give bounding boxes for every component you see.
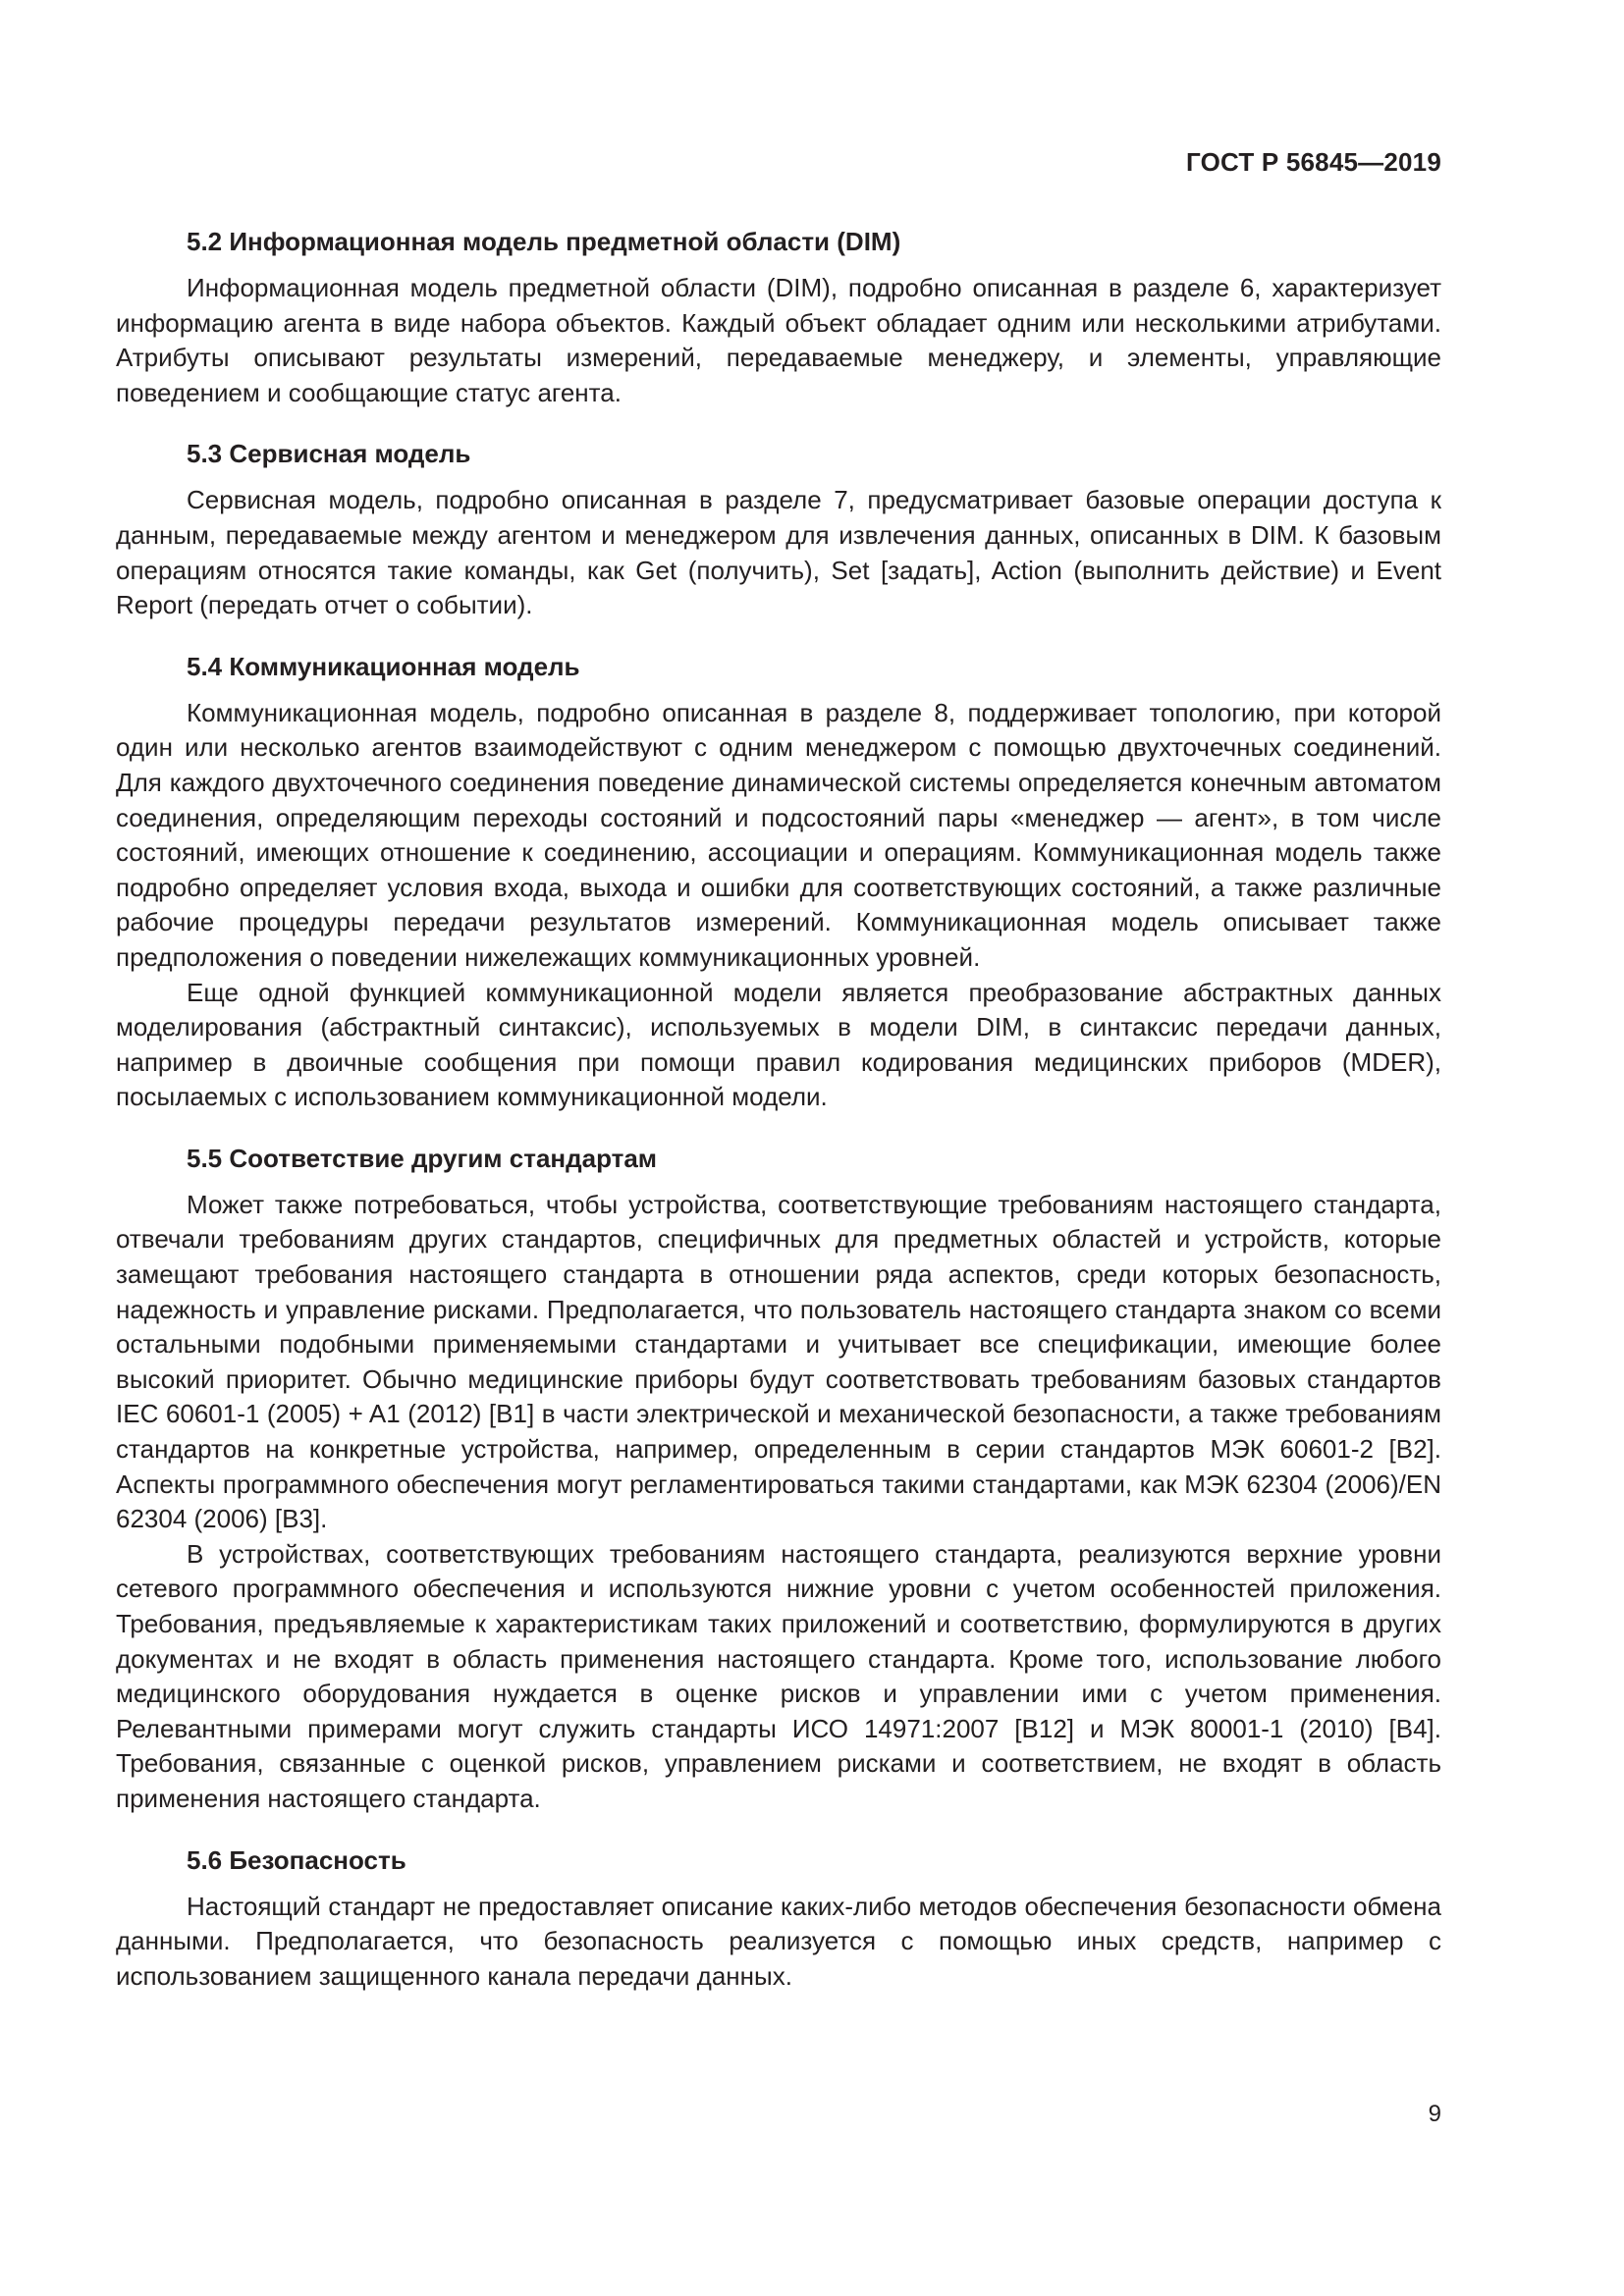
paragraph: Еще одной функцией коммуникационной модели является преобразование абстрактных данных моделирования (абстрактный синтаксис), используемых в модели DIM, в синтаксис передачи данных, например в двоичные сообщения при помощи правил кодирования медицинских приборов (MDER), посылаемых с использованием коммуникационной модели.	[116, 977, 1441, 1112]
paragraph: Коммуникационная модель, подробно описанная в разделе 8, поддерживает топологию, при которой один или несколько агентов взаимодействуют с одним менеджером с помощью двухточечных соединений. Для каждого двухточечного соединения поведение динамической системы определяется конечным автоматом соединения, определяющим переходы состояний и подсостояний пары «менеджер — агент», в том числе состояний, имеющих отношение к соединению, ассоциации и операциям. Коммуникационная модель также подробно определяет условия входа, выхода и ошибки для соответствующих состояний, а также различные рабочие процедуры передачи результатов измерений. Коммуникационная модель описывает также предположения о поведении нижележащих коммуникационных уровней.	[116, 697, 1441, 972]
page-content	[116, 224, 1441, 2019]
section-heading: 5.4 Коммуникационная модель	[187, 651, 580, 681]
document-id: ГОСТ Р 56845—2019	[1186, 147, 1441, 177]
section-heading: 5.5 Соответствие другим стандартам	[187, 1143, 658, 1173]
paragraph: Может также потребоваться, чтобы устройства, соответствующие требованиям настоящего стандарта, отвечали требованиям других стандартов, специфичных для предметных областей и устройств, которые замещают требования настоящего стандарта в отношении ряда аспектов, среди которых безопасность, надежность и управление рисками. Предполагается, что пользователь настоящего стандарта знаком со всеми остальными подобными применяемыми стандартами и учитывает все спецификации, имеющие более высокий приоритет. Обычно медицинские приборы будут соответствовать требованиям базовых стандартов IEC 60601-1 (2005) + A1 (2012) [B1] в части электрической и механической безопасности, а также требованиям стандартов на конкретные устройства, например, определенным в серии стандартов МЭК 60601-2 [B2]. Аспекты программного обеспечения могут регламентироваться такими стандартами, как МЭК 62304 (2006)/EN 62304 (2006) [B3].	[116, 1189, 1441, 1534]
section-heading: 5.2 Информационная модель предметной области (DIM)	[187, 227, 901, 256]
section-5-2	[116, 224, 1441, 410]
paragraph: В устройствах, соответствующих требованиям настоящего стандарта, реализуются верхние уровни сетевого программного обеспечения и используются нижние уровни с учетом особенностей приложения. Требования, предъявляемые к характеристикам таких приложений и соответствию, формулируются в других документах и не входят в область применения настоящего стандарта. Кроме того, использование любого медицинского оборудования нуждается в оценке рисков и управлении ими с учетом применения. Релевантными примерами могут служить стандарты ИСО 14971:2007 [B12] и МЭК 80001-1 (2010) [B4]. Требования, связанные с оценкой рисков, управлением рисками и соответствием, не входят в область применения настоящего стандарта.	[116, 1538, 1441, 1813]
section-5-4	[116, 649, 1441, 1115]
paragraph: Информационная модель предметной области (DIM), подробно описанная в разделе 6, характеризует информацию агента в виде набора объектов. Каждый объект обладает одним или несколькими атрибутами. Атрибуты описывают результаты измерений, передаваемые менеджеру, и элементы, управляющие поведением и сообщающие статус агента.	[116, 273, 1441, 407]
section-5-6	[116, 1842, 1441, 1995]
section-heading: 5.6 Безопасность	[187, 1844, 406, 1875]
section-5-3	[116, 436, 1441, 622]
section-heading: 5.3 Сервисная модель	[187, 439, 471, 469]
page-number: 9	[1428, 2101, 1441, 2127]
paragraph: Настоящий стандарт не предоставляет описание каких-либо методов обеспечения безопасности обмена данными. Предполагается, что безопасность реализуется с помощью иных средств, например с использованием защищенного канала передачи данных.	[116, 1891, 1441, 1991]
section-5-5	[116, 1141, 1441, 1817]
paragraph: Сервисная модель, подробно описанная в разделе 7, предусматривает базовые операции доступа к данным, передаваемые между агентом и менеджером для извлечения данных, описанных в DIM. К базовым операциям относятся такие команды, как Get (получить), Set [задать], Action (выполнить действие) и Event Report (передать отчет о событии).	[116, 485, 1441, 620]
